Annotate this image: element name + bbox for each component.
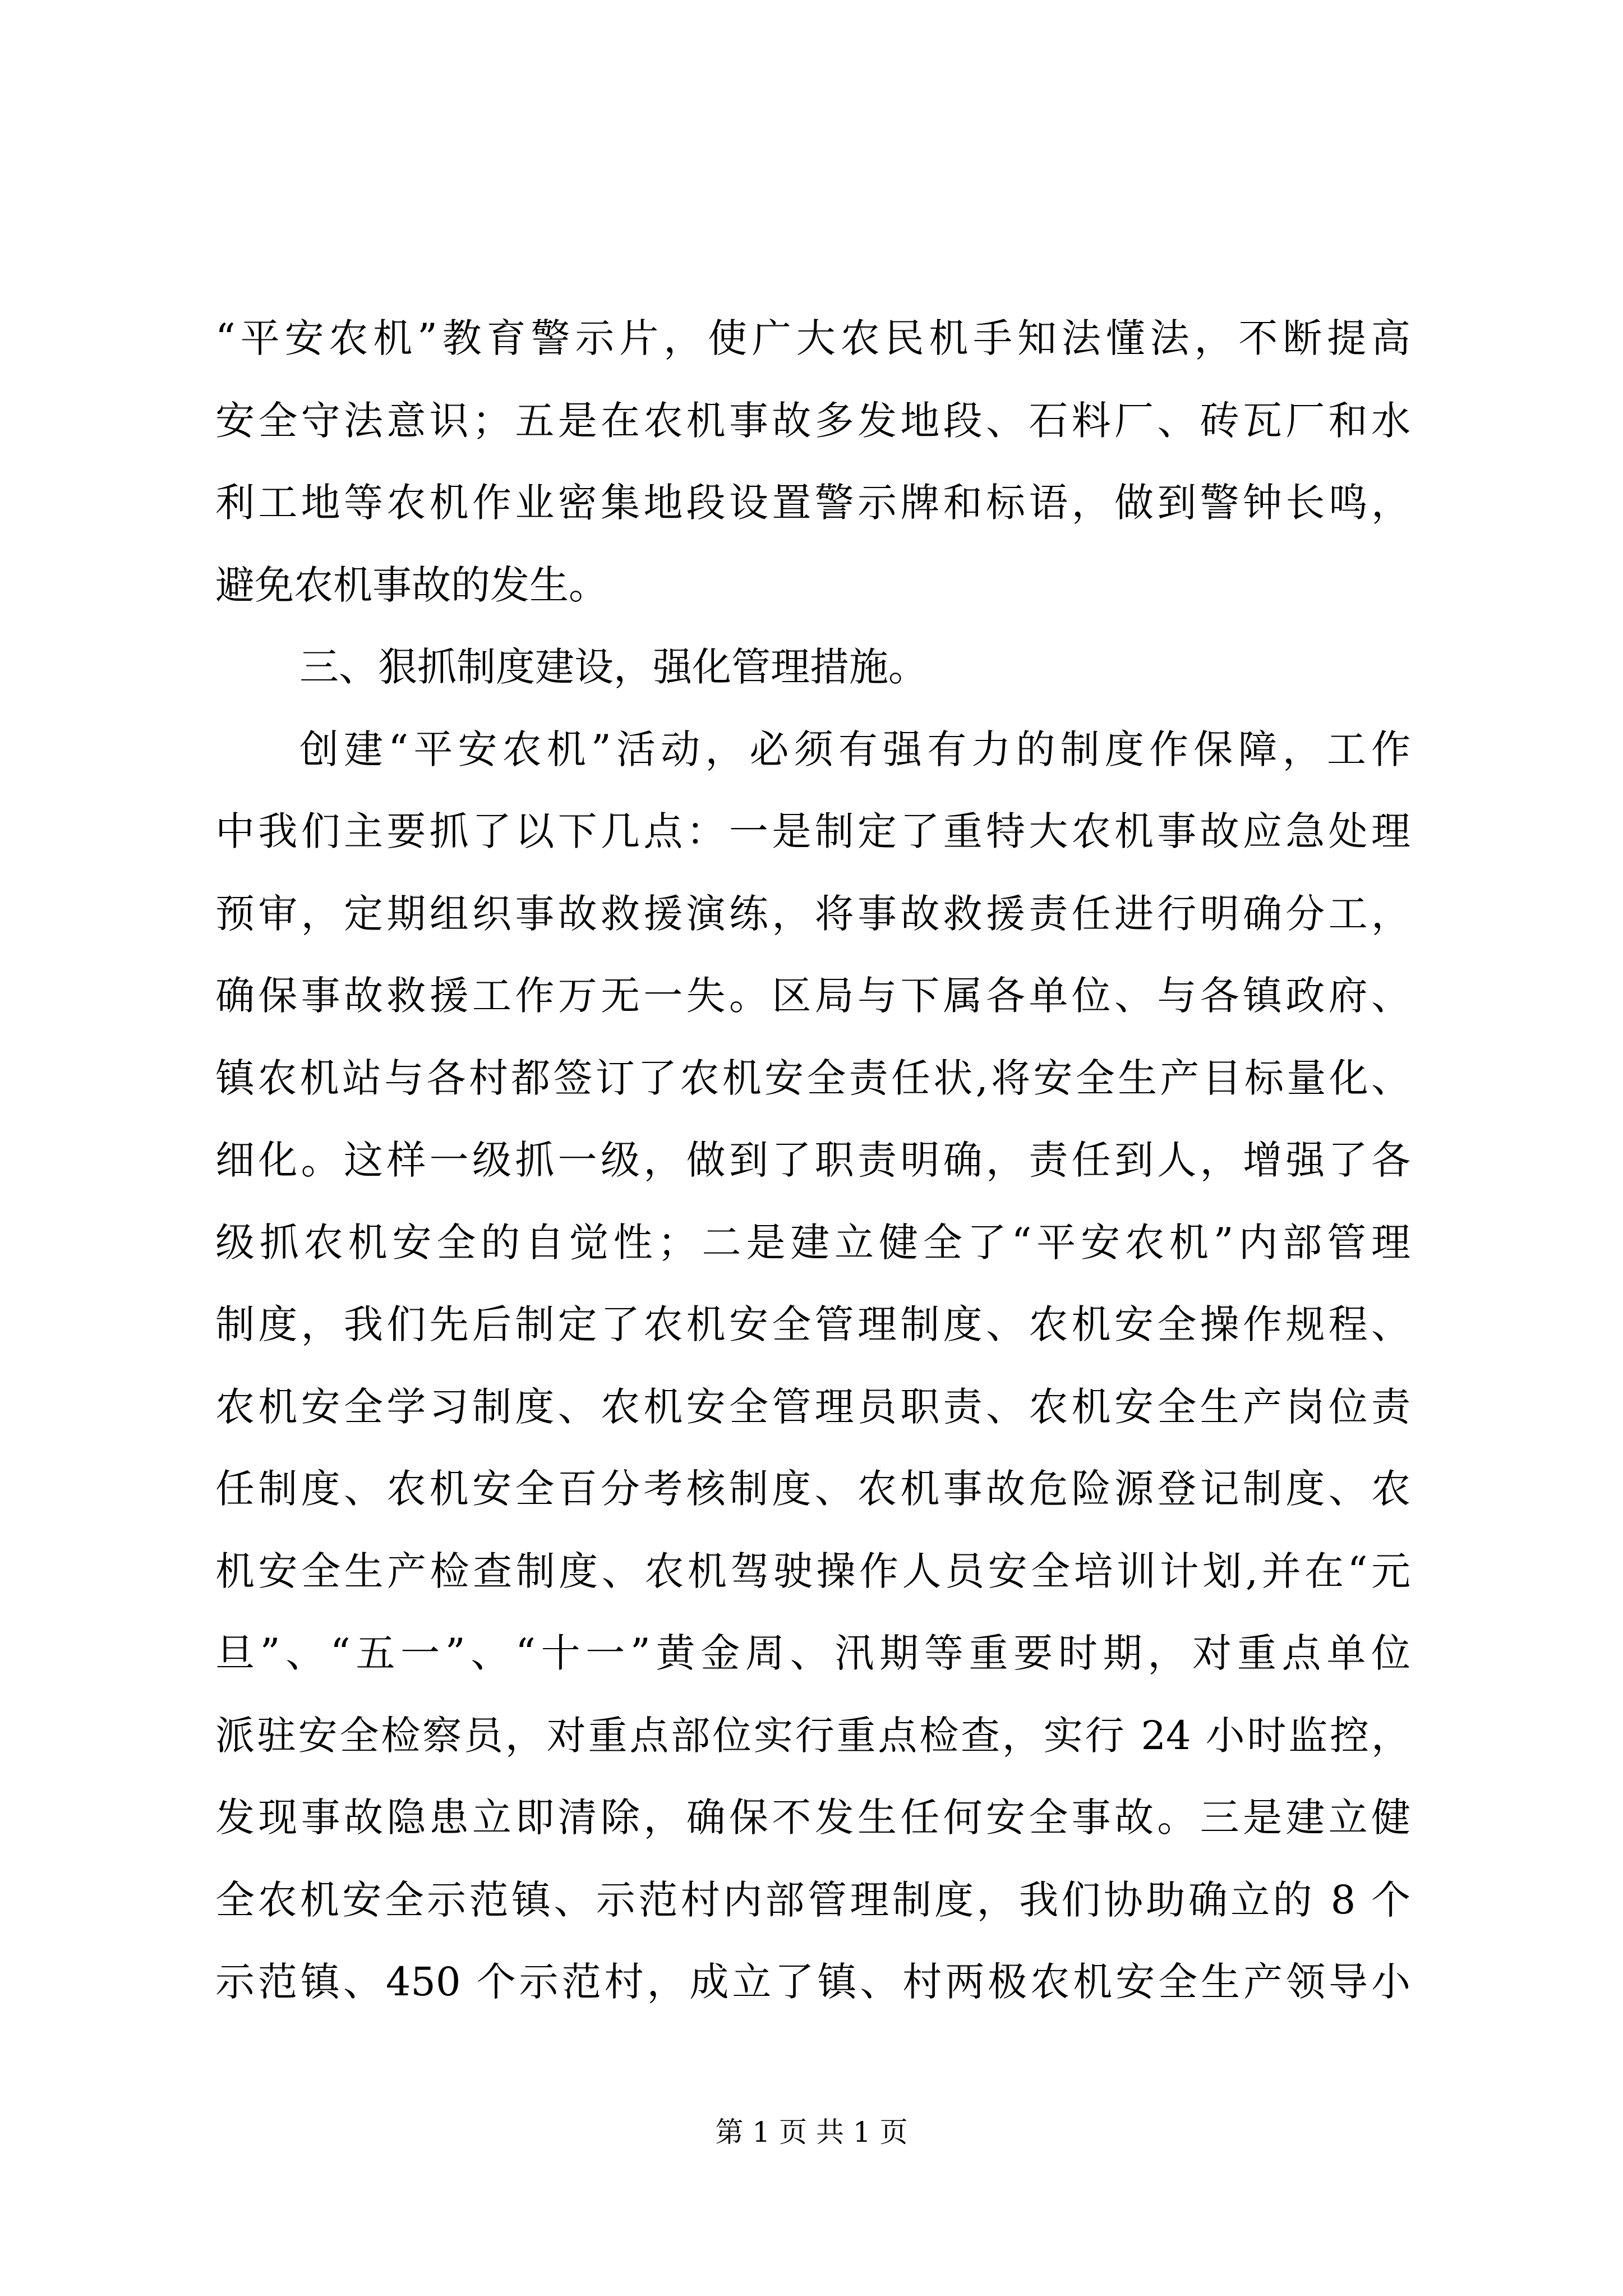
paragraph-continuation <box>215 297 1410 626</box>
text-line: 示范镇、450 个示范村，成立了镇、村两极农机安全生产领导小 <box>215 1959 1410 2005</box>
text-line: 确保事故救援工作万无一失。区局与下属各单位、与各镇政府、 <box>215 973 1410 1019</box>
page-footer <box>0 2114 1623 2151</box>
text-line: 发现事故隐患立即清除，确保不发生任何安全事故。三是建立健 <box>215 1795 1410 1841</box>
text-line: 创建“平安农机”活动，必须有强有力的制度作保障，工作 <box>299 726 1410 772</box>
paragraph-body <box>215 708 1410 2023</box>
text-line: 避免农机事故的发生。 <box>215 562 608 608</box>
text-line: 任制度、农机安全百分考核制度、农机事故危险源登记制度、农 <box>215 1466 1410 1512</box>
text-line: 制度，我们先后制定了农机安全管理制度、农机安全操作规程、 <box>215 1301 1410 1347</box>
text-line: 预审，定期组织事故救援演练，将事故救援责任进行明确分工， <box>215 890 1410 937</box>
text-line: 安全守法意识；五是在农机事故多发地段、石料厂、砖瓦厂和水 <box>215 397 1410 444</box>
text-line: 中我们主要抓了以下几点：一是制定了重特大农机事故应急处理 <box>215 808 1410 854</box>
text-line: “平安农机”教育警示片，使广大农民机手知法懂法，不断提高 <box>215 315 1410 361</box>
text-line: 派驻安全检察员，对重点部位实行重点检查，实行 24 小时监控， <box>215 1712 1410 1759</box>
text-line: 旦”、“五一”、“十一”黄金周、汛期等重要时期，对重点单位 <box>215 1630 1410 1676</box>
page-number-indicator: 第 1 页 共 1 页 <box>715 2116 908 2148</box>
text-line: 农机安全学习制度、农机安全管理员职责、农机安全生产岗位责 <box>215 1383 1410 1430</box>
text-line: 全农机安全示范镇、示范村内部管理制度，我们协助确立的 8 个 <box>215 1876 1410 1923</box>
text-line: 机安全生产检查制度、农机驾驶操作人员安全培训计划,并在“元 <box>215 1548 1410 1594</box>
text-line: 级抓农机安全的自觉性；二是建立健全了“平安农机”内部管理 <box>215 1219 1410 1266</box>
text-line: 细化。这样一级抓一级，做到了职责明确，责任到人，增强了各 <box>215 1137 1410 1183</box>
section-heading <box>215 626 1410 708</box>
text-line: 利工地等农机作业密集地段设置警示牌和标语，做到警钟长鸣， <box>215 480 1410 526</box>
section-heading-text: 三、狠抓制度建设，强化管理措施。 <box>299 644 928 690</box>
text-line: 镇农机站与各村都签订了农机安全责任状,将安全生产目标量化、 <box>215 1055 1410 1101</box>
document-body <box>215 297 1410 2023</box>
